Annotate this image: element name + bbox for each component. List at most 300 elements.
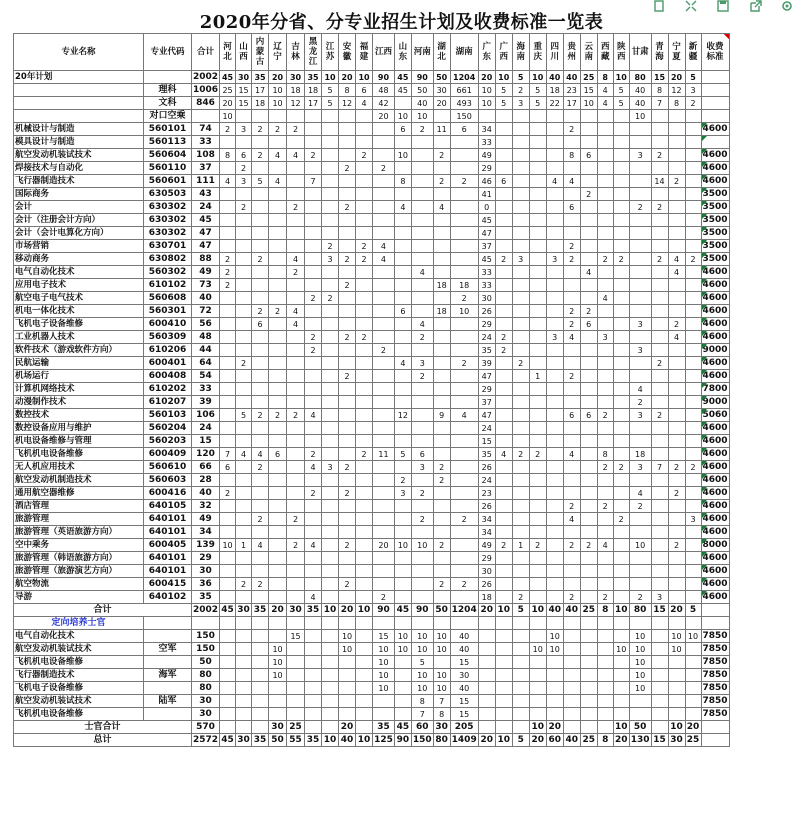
- blank-cell: [613, 617, 629, 630]
- province-quota: 2: [580, 188, 597, 201]
- province-quota: [252, 292, 269, 305]
- province-quota: [529, 474, 546, 487]
- province-quota: [580, 162, 597, 175]
- province-quota: [546, 344, 563, 357]
- province-quota: 2: [629, 201, 651, 214]
- province-quota: [629, 513, 651, 526]
- province-quota: [668, 292, 685, 305]
- officer-fee: 7850: [702, 643, 728, 654]
- officer-quota: [373, 695, 395, 708]
- grand-total: 2572: [193, 734, 219, 745]
- province-quota: 2: [287, 201, 305, 214]
- province-quota: [629, 370, 651, 383]
- summary-value: 5: [322, 84, 339, 97]
- province-quota: [546, 357, 563, 370]
- province-quota: [411, 253, 433, 266]
- province-quota: [269, 552, 287, 565]
- province-quota: [668, 227, 685, 240]
- province-quota: 45: [478, 214, 495, 227]
- officer-quota: [305, 643, 322, 656]
- summary-value: [236, 110, 252, 123]
- table-row: [14, 318, 730, 331]
- officer-quota: [287, 695, 305, 708]
- officer-major-name: 电气自动化技术: [14, 630, 144, 643]
- province-quota: [339, 240, 356, 253]
- blank-cell: [356, 617, 373, 630]
- military-branch: 陆军: [144, 695, 192, 708]
- officer-quota: [356, 695, 373, 708]
- officer-quota: [495, 708, 512, 721]
- table-row: [14, 396, 730, 409]
- table-row: [14, 383, 730, 396]
- province-quota: [220, 591, 236, 604]
- officer-quota: [546, 708, 563, 721]
- province-quota: [529, 136, 546, 149]
- table-row: [14, 370, 730, 383]
- province-quota: [433, 448, 450, 461]
- grand-value: 130: [630, 734, 650, 745]
- officer-fee: 7850: [702, 669, 728, 680]
- province-quota: 2: [495, 344, 512, 357]
- officer-quota: [597, 643, 613, 656]
- province-quota: [450, 435, 478, 448]
- province-quota: [322, 370, 339, 383]
- province-quota: [546, 435, 563, 448]
- province-quota: [373, 227, 395, 240]
- province-quota: [305, 422, 322, 435]
- major-code: 560608: [144, 292, 192, 305]
- province-quota: [287, 474, 305, 487]
- officer-quota: [668, 708, 685, 721]
- province-quota: 6: [450, 123, 478, 136]
- province-quota: [597, 526, 613, 539]
- officer-quota: [252, 695, 269, 708]
- major-total: 49: [192, 513, 220, 526]
- summary-value: 40: [629, 84, 651, 97]
- province-quota: [433, 422, 450, 435]
- table-row: [14, 409, 730, 422]
- major-total: 32: [192, 500, 220, 513]
- table-row: [14, 487, 730, 500]
- province-quota: 7: [305, 175, 322, 188]
- province-quota: 2: [236, 357, 252, 370]
- province-quota: [512, 422, 529, 435]
- province-quota: [629, 435, 651, 448]
- province-quota: 2: [651, 149, 668, 162]
- officer-quota: [478, 643, 495, 656]
- officer-quota: [236, 656, 252, 669]
- province-quota: [512, 513, 529, 526]
- grand-value: 40: [563, 734, 580, 747]
- province-quota: [495, 422, 512, 435]
- province-quota: [563, 487, 580, 500]
- major-code: 560309: [144, 331, 192, 344]
- blank-cell: [252, 617, 269, 630]
- sum-value: 20: [668, 604, 685, 617]
- major-name: 会计（注册会计方向）: [14, 214, 144, 227]
- major-code: 640102: [144, 591, 192, 604]
- officer-quota: [563, 630, 580, 643]
- province-quota: [411, 136, 433, 149]
- province-quota: [236, 383, 252, 396]
- province-quota: [597, 565, 613, 578]
- province-quota: [450, 383, 478, 396]
- officer-major-name: 飞行器制造技术: [14, 669, 144, 682]
- province-quota: 29: [478, 552, 495, 565]
- province-quota: [252, 370, 269, 383]
- province-quota: [373, 279, 395, 292]
- summary-value: 12: [339, 97, 356, 110]
- summary-value: 5: [613, 97, 629, 110]
- major-total: 34: [192, 526, 220, 539]
- province-quota: [450, 266, 478, 279]
- summary-value: [433, 110, 450, 123]
- major-total: 74: [192, 123, 220, 136]
- province-quota: [495, 318, 512, 331]
- major-code: 600409: [144, 448, 192, 461]
- province-quota: [269, 578, 287, 591]
- sum-value: 40: [563, 604, 580, 617]
- province-quota: [411, 565, 433, 578]
- province-quota: [252, 565, 269, 578]
- province-quota: [236, 279, 252, 292]
- table-row: [14, 149, 730, 162]
- officer-total: 80: [192, 669, 220, 682]
- province-quota: [236, 513, 252, 526]
- enrollment-table: [13, 33, 730, 747]
- province-quota: [305, 227, 322, 240]
- province-quota: 26: [478, 461, 495, 474]
- province-quota: [546, 539, 563, 552]
- officer-quota: 7: [433, 695, 450, 708]
- province-quota: 2: [411, 123, 433, 136]
- province-quota: [252, 487, 269, 500]
- province-quota: 4: [563, 175, 580, 188]
- province-quota: [597, 305, 613, 318]
- summary-fee: [701, 84, 729, 97]
- province-quota: [236, 500, 252, 513]
- major-name: 飞机电子设备维修: [14, 318, 144, 331]
- officer-sum-value: [220, 721, 236, 734]
- province-quota: [613, 552, 629, 565]
- province-quota: [546, 305, 563, 318]
- major-fee: 4600: [702, 500, 728, 511]
- province-quota: 49: [478, 539, 495, 552]
- province-quota: [529, 500, 546, 513]
- grand-value: 20: [529, 734, 546, 747]
- province-quota: [433, 266, 450, 279]
- province-quota: [411, 591, 433, 604]
- province-quota: [668, 201, 685, 214]
- major-code: 610207: [144, 396, 192, 409]
- major-name: 旅游管理（韩语旅游方向）: [14, 552, 144, 565]
- table-row: [14, 526, 730, 539]
- summary-value: [495, 110, 512, 123]
- province-quota: 18: [450, 279, 478, 292]
- province-quota: 2: [356, 240, 373, 253]
- summary-value: 15: [236, 97, 252, 110]
- province-quota: 6: [580, 409, 597, 422]
- province-quota: [529, 162, 546, 175]
- officer-sum-value: 20: [339, 721, 356, 734]
- sum-value: 20: [269, 604, 287, 617]
- province-quota: [563, 266, 580, 279]
- province-quota: [220, 500, 236, 513]
- major-fee: 4600: [702, 149, 728, 160]
- province-quota: [580, 474, 597, 487]
- province-quota: 2: [597, 591, 613, 604]
- officer-quota: [529, 695, 546, 708]
- summary-value: 10: [580, 97, 597, 110]
- province-quota: [580, 526, 597, 539]
- province-quota: [512, 565, 529, 578]
- sum-value: 30: [237, 604, 250, 615]
- province-quota: [512, 435, 529, 448]
- province-quota: [495, 292, 512, 305]
- province-quota: [651, 383, 668, 396]
- province-quota: 34: [478, 123, 495, 136]
- province-quota: [356, 526, 373, 539]
- province-quota: [563, 565, 580, 578]
- province-quota: [651, 513, 668, 526]
- province-quota: 2: [613, 513, 629, 526]
- major-fee: 4600: [702, 565, 728, 576]
- province-quota: [613, 591, 629, 604]
- officer-quota: [478, 630, 495, 643]
- officer-quota: [651, 656, 668, 669]
- province-quota: [373, 149, 395, 162]
- summary-label: [14, 110, 144, 123]
- province-quota: 2: [433, 175, 450, 188]
- province-quota: [529, 383, 546, 396]
- summary-value: 15: [236, 84, 252, 97]
- province-quota: [597, 422, 613, 435]
- province-quota: [512, 136, 529, 149]
- major-fee: 4600: [702, 461, 728, 472]
- major-name: 软件技术（游戏软件方向）: [14, 344, 144, 357]
- province-quota: [685, 539, 701, 552]
- province-quota: [685, 578, 701, 591]
- province-quota: [356, 136, 373, 149]
- province-quota: 2: [252, 578, 269, 591]
- province-quota: [613, 357, 629, 370]
- province-quota: 33: [478, 136, 495, 149]
- officer-quota: [685, 695, 701, 708]
- province-quota: [433, 253, 450, 266]
- province-quota: 49: [478, 149, 495, 162]
- major-total: 35: [192, 591, 220, 604]
- province-quota: [236, 591, 252, 604]
- province-quota: [651, 396, 668, 409]
- province-quota: [685, 331, 701, 344]
- province-quota: [322, 539, 339, 552]
- officer-quota: [495, 682, 512, 695]
- province-quota: [613, 370, 629, 383]
- major-name: 机械设计与制造: [14, 123, 144, 136]
- summary-value: 8: [597, 71, 613, 84]
- province-quota: 2: [629, 396, 651, 409]
- province-quota: [305, 240, 322, 253]
- officer-quota: [322, 708, 339, 721]
- province-quota: [546, 279, 563, 292]
- sum-value: 30: [287, 604, 305, 617]
- province-quota: [668, 214, 685, 227]
- major-total: 40: [192, 292, 220, 305]
- province-quota: 24: [478, 422, 495, 435]
- officer-quota: 15: [450, 656, 478, 669]
- province-quota: [269, 162, 287, 175]
- major-code: 640101: [144, 552, 192, 565]
- officer-quota: [668, 682, 685, 695]
- province-quota: 2: [269, 305, 287, 318]
- province-quota: [339, 357, 356, 370]
- province-quota: 2: [433, 474, 450, 487]
- sum-value: 10: [614, 604, 628, 615]
- province-quota: [685, 474, 701, 487]
- summary-value: 5: [322, 97, 339, 110]
- province-quota: [373, 370, 395, 383]
- province-quota: [613, 175, 629, 188]
- province-quota: 6: [580, 149, 597, 162]
- officer-quota: [269, 630, 287, 643]
- header-province-25: 宁夏: [668, 34, 685, 71]
- officer-quota: [322, 682, 339, 695]
- province-quota: [287, 292, 305, 305]
- table-row: [14, 656, 730, 669]
- province-quota: [580, 136, 597, 149]
- major-fee: 3500: [702, 201, 728, 212]
- province-quota: [305, 266, 322, 279]
- major-code: 560110: [144, 162, 192, 175]
- officer-quota: 10: [269, 669, 287, 682]
- major-name: 移动商务: [14, 253, 144, 266]
- province-quota: [668, 344, 685, 357]
- sum-value: 10: [356, 604, 373, 617]
- summary-value: 40: [546, 71, 563, 84]
- province-quota: [322, 214, 339, 227]
- sum-value: 20: [478, 604, 495, 617]
- province-quota: [220, 578, 236, 591]
- province-quota: 3: [651, 591, 668, 604]
- province-quota: [394, 292, 411, 305]
- major-total: 47: [192, 240, 220, 253]
- province-quota: [512, 487, 529, 500]
- province-quota: 6: [252, 318, 269, 331]
- grand-value: 5: [512, 734, 529, 747]
- province-quota: [269, 526, 287, 539]
- province-quota: [356, 422, 373, 435]
- province-quota: [322, 565, 339, 578]
- major-fee: 4600: [702, 448, 728, 459]
- province-quota: 3: [597, 331, 613, 344]
- province-quota: [252, 188, 269, 201]
- province-quota: [252, 396, 269, 409]
- province-quota: [322, 513, 339, 526]
- province-quota: 33: [478, 279, 495, 292]
- province-quota: [220, 526, 236, 539]
- province-quota: [220, 162, 236, 175]
- province-quota: [236, 253, 252, 266]
- province-quota: [411, 214, 433, 227]
- summary-value: 20: [220, 97, 236, 110]
- officer-quota: 10: [629, 630, 651, 643]
- major-code: 610202: [144, 383, 192, 396]
- summary-value: 18: [546, 84, 563, 97]
- province-quota: [512, 370, 529, 383]
- province-quota: [613, 227, 629, 240]
- table-row: [14, 331, 730, 344]
- province-quota: 2: [252, 461, 269, 474]
- officer-sum-value: [356, 721, 373, 734]
- province-quota: [629, 552, 651, 565]
- officer-quota: [529, 708, 546, 721]
- province-quota: 23: [478, 487, 495, 500]
- summary-value: 8: [651, 84, 668, 97]
- province-quota: [668, 526, 685, 539]
- summary-value: 18: [252, 97, 269, 110]
- major-fee: 4600: [702, 305, 728, 316]
- province-quota: [322, 435, 339, 448]
- province-quota: [433, 513, 450, 526]
- province-quota: [373, 526, 395, 539]
- province-quota: 2: [339, 487, 356, 500]
- officer-quota: [220, 656, 236, 669]
- officer-quota: [685, 656, 701, 669]
- summary-value: 6: [356, 84, 373, 97]
- province-quota: 2: [305, 292, 322, 305]
- province-quota: [685, 292, 701, 305]
- table-row: [14, 97, 730, 110]
- header-major-code: 专业代码: [144, 34, 192, 71]
- sum-value: 35: [305, 604, 322, 617]
- province-quota: [356, 500, 373, 513]
- sum-value: 8: [597, 604, 613, 617]
- province-quota: 45: [478, 253, 495, 266]
- province-quota: [322, 383, 339, 396]
- province-quota: [597, 227, 613, 240]
- officer-quota: [597, 682, 613, 695]
- table-row: [14, 253, 730, 266]
- officer-quota: [512, 708, 529, 721]
- province-quota: [613, 331, 629, 344]
- province-quota: [685, 591, 701, 604]
- province-quota: [651, 435, 668, 448]
- officer-quota: [287, 656, 305, 669]
- blank-cell: [478, 617, 495, 630]
- province-quota: [512, 227, 529, 240]
- officer-quota: [546, 695, 563, 708]
- province-quota: [597, 396, 613, 409]
- province-quota: [305, 565, 322, 578]
- province-quota: 5: [252, 175, 269, 188]
- province-quota: 2: [563, 318, 580, 331]
- province-quota: [236, 422, 252, 435]
- province-quota: 11: [373, 448, 395, 461]
- summary-value: 30: [236, 71, 252, 84]
- province-quota: 6: [563, 201, 580, 214]
- province-quota: [269, 331, 287, 344]
- province-quota: 2: [322, 240, 339, 253]
- province-quota: 1: [236, 539, 252, 552]
- major-fee: 4600: [702, 552, 728, 563]
- province-quota: [236, 331, 252, 344]
- province-quota: [322, 474, 339, 487]
- province-quota: [433, 357, 450, 370]
- header-province-14: 广东: [478, 34, 495, 71]
- table-row: [14, 539, 730, 552]
- province-quota: 2: [339, 331, 356, 344]
- major-total: 64: [192, 357, 220, 370]
